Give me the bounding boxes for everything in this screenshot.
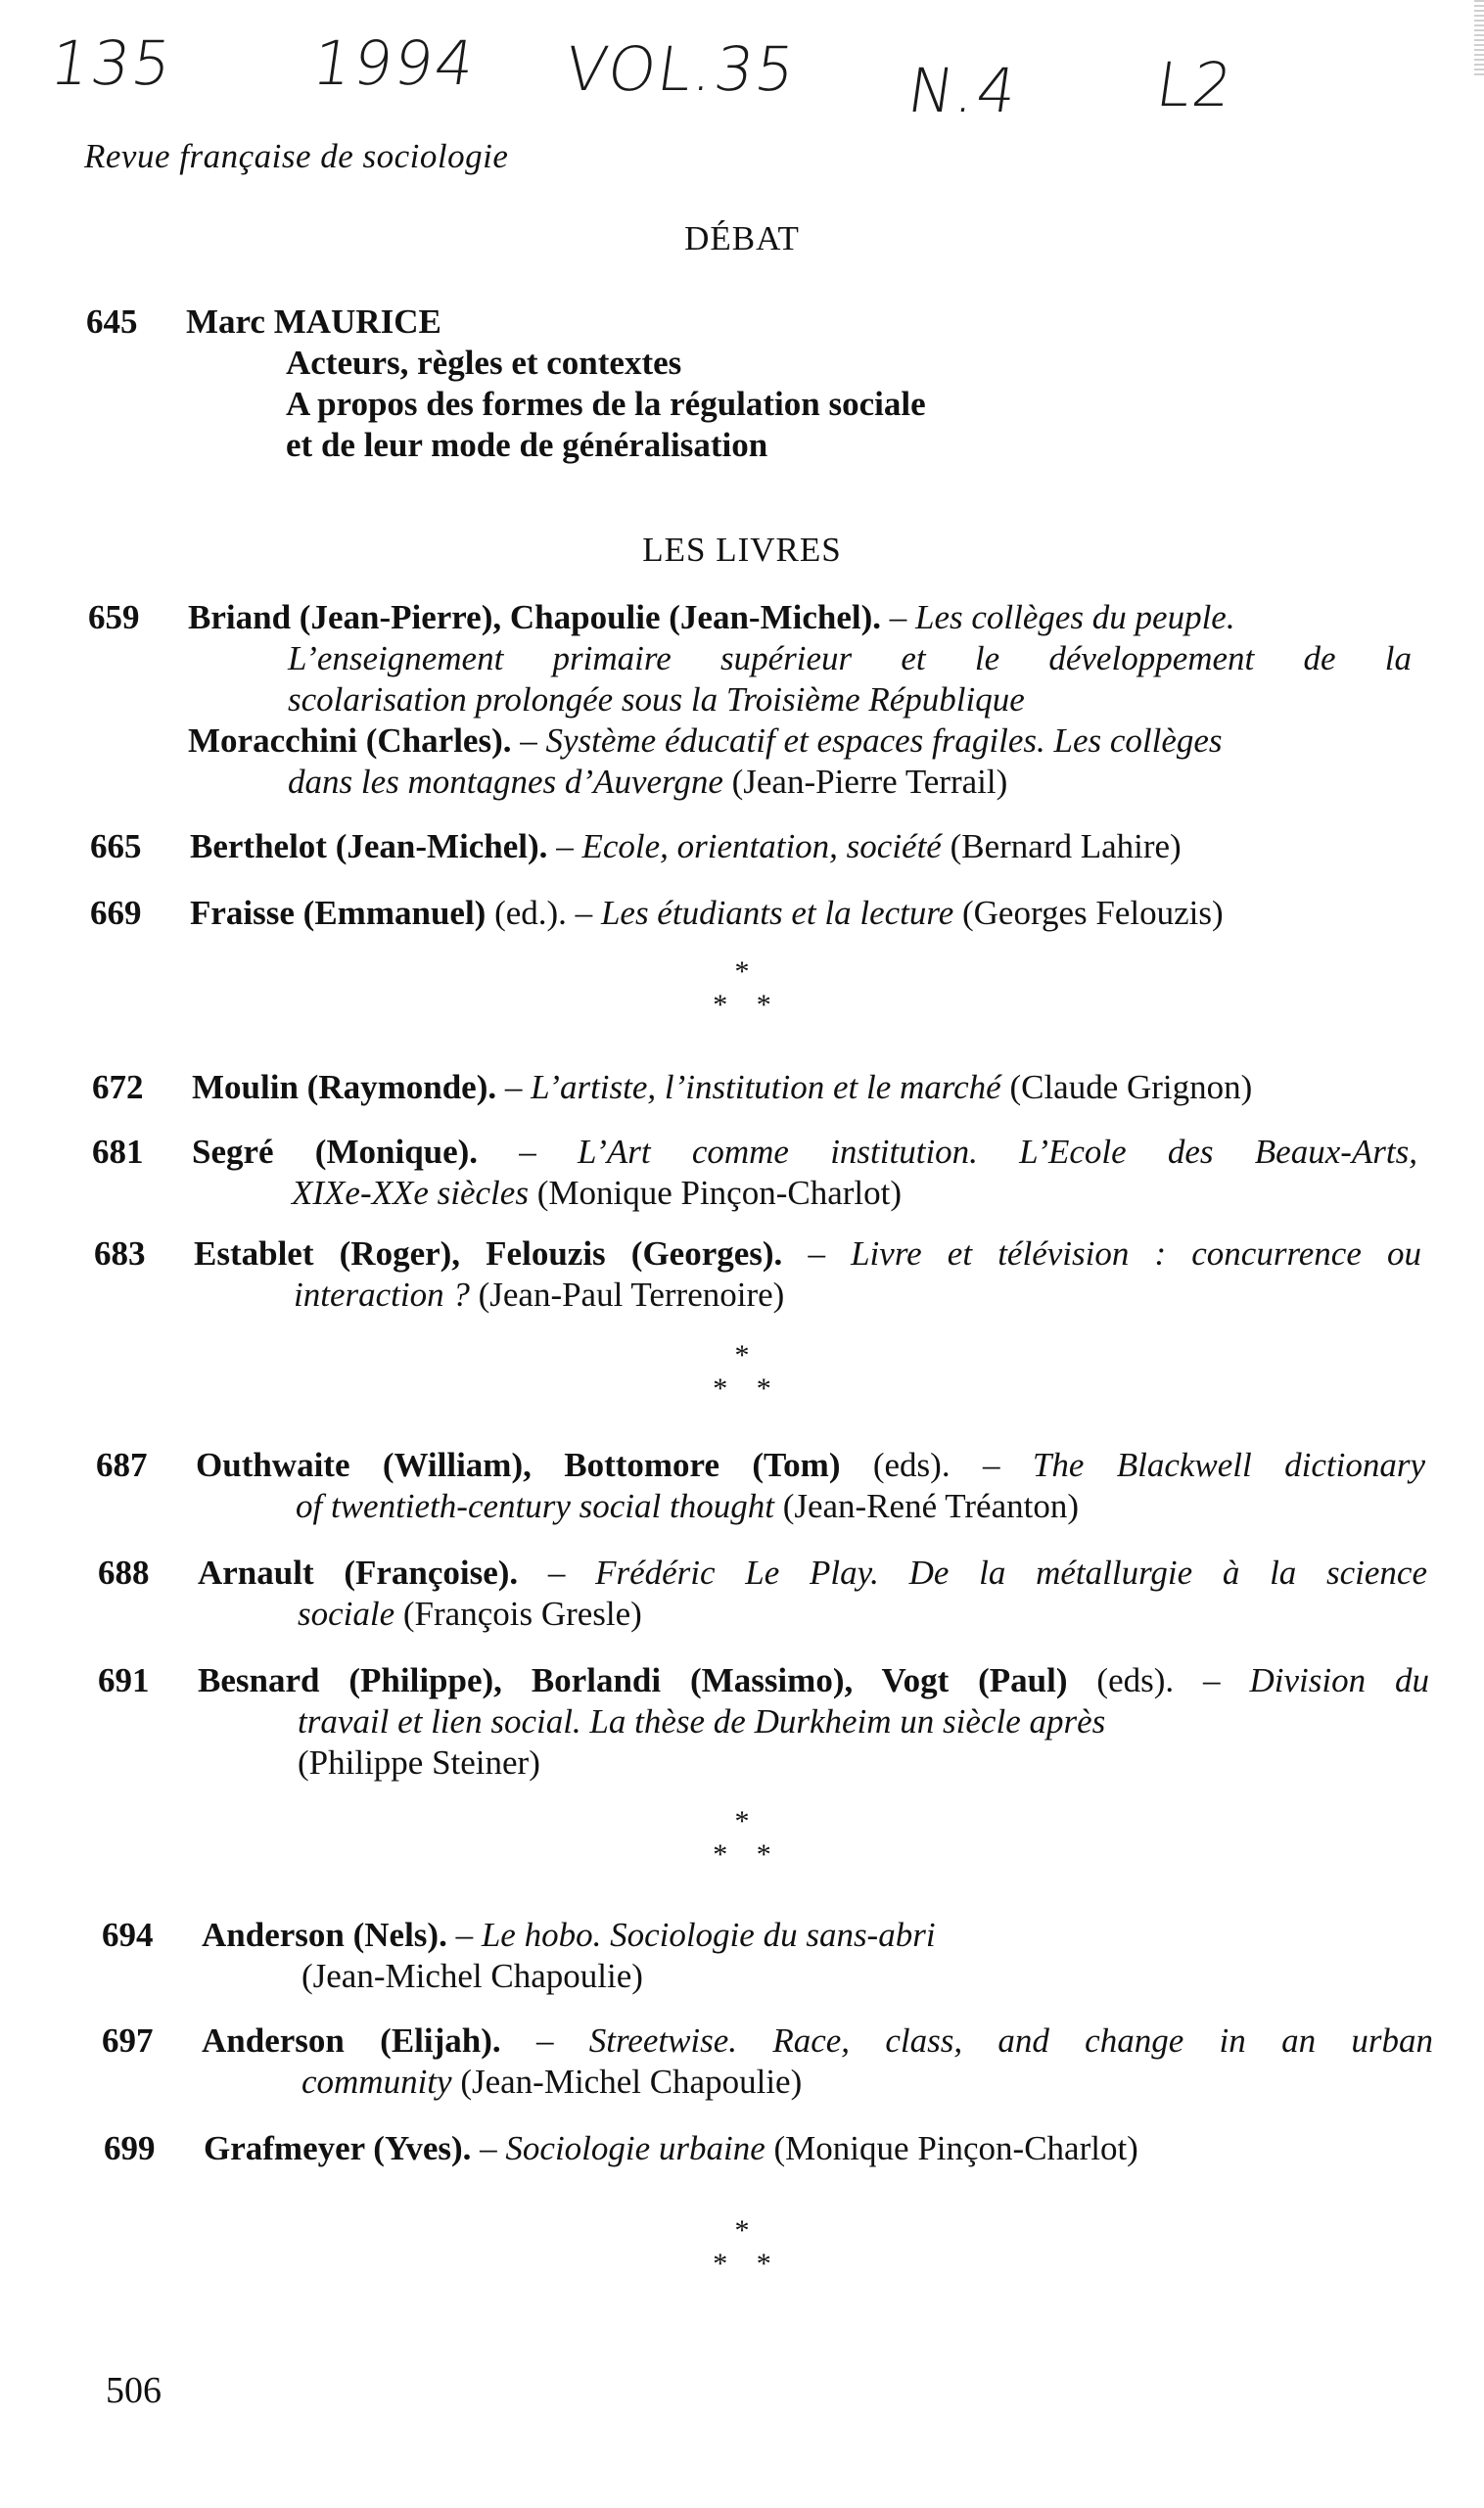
entry-body [188, 597, 1412, 803]
page-number-ref: 687 [96, 1446, 148, 1484]
page-number: 506 [106, 2370, 162, 2411]
entry-title-line: A propos des formes de la régulation sociale [286, 385, 926, 423]
page-number-ref: 681 [92, 1133, 144, 1171]
entry-title: Frédéric Le Play. De la métallurgie à la science [595, 1554, 1427, 1592]
section-heading-livres: LES LIVRES [642, 531, 842, 569]
scan-edge-artifact [1474, 0, 1484, 78]
entry-dash: – [446, 1916, 482, 1954]
entry-author: Establet (Roger), Felouzis (Georges). [194, 1234, 783, 1273]
handwritten-note-135: 135 [45, 27, 178, 99]
page-number-ref: 672 [92, 1068, 144, 1106]
page-number-ref: 697 [102, 2021, 154, 2060]
page-number-ref: 669 [90, 894, 142, 932]
page-number-ref: 645 [86, 302, 138, 341]
journal-title: Revue française de sociologie [84, 137, 509, 175]
entry-title: interaction ? [294, 1276, 470, 1314]
entry-title: Système éducatif et espaces fragiles. Les collèges [545, 721, 1223, 760]
entry-author: Besnard (Philippe), Borlandi (Massimo), Vogt (Paul) [198, 1661, 1068, 1699]
entry-reviewer: (Georges Felouzis) [953, 894, 1224, 932]
entry-author: Fraisse (Emmanuel) [190, 894, 487, 932]
entry-editor-note: (eds). – [840, 1446, 1033, 1484]
section-separator: * * * [713, 1805, 771, 1871]
entry-body [194, 1233, 1421, 1316]
entry-title-line: Acteurs, règles et contextes [286, 344, 682, 382]
entry-title: Le hobo. Sociologie du sans-abri [481, 1916, 936, 1954]
page-number-ref: 691 [98, 1661, 150, 1699]
entry-title: Livre et télévision : concurrence ou [851, 1234, 1422, 1273]
entry-reviewer: (Monique Pinçon-Charlot) [528, 1174, 903, 1212]
entry-body [192, 1067, 1252, 1108]
entry-title: of twentieth-century social thought [296, 1487, 774, 1525]
entry-title-line: et de leur mode de généralisation [286, 426, 768, 464]
section-heading-debat: DÉBAT [684, 219, 800, 257]
entry-editor-note: (eds). – [1067, 1661, 1250, 1699]
entry-author: Briand (Jean-Pierre), Chapoulie (Jean-Michel). [188, 598, 881, 636]
entry-author: Arnault (Françoise). [198, 1554, 519, 1592]
entry-title: L’Art comme institution. L’Ecole des Beaux-Arts, [578, 1133, 1417, 1171]
entry-reviewer: (Monique Pinçon-Charlot) [765, 2129, 1138, 2167]
entry-title: Les collèges du peuple. [915, 598, 1235, 636]
entry-author: Segré (Monique). [192, 1133, 479, 1171]
entry-body [196, 1445, 1425, 1527]
page-number-ref: 699 [104, 2129, 156, 2167]
entry-title: Les étudiants et la lecture [600, 894, 954, 932]
page-number-ref: 665 [90, 827, 142, 865]
entry-dash: – [511, 721, 546, 760]
entry-body [202, 2020, 1433, 2103]
entry-reviewer: (François Gresle) [394, 1595, 642, 1633]
entry-author: Outhwaite (William), Bottomore (Tom) [196, 1446, 841, 1484]
entry-dash: – [518, 1554, 596, 1592]
entry-editor-note: (ed.). – [486, 894, 601, 932]
handwritten-note-1994: 1994 [307, 27, 481, 99]
entry-author: Marc MAURICE [186, 302, 441, 341]
entry-body [192, 1132, 1417, 1214]
entry-title: dans les montagnes d’Auvergne [288, 763, 723, 801]
entry-body [198, 1553, 1427, 1635]
entry-author: Anderson (Nels). [202, 1916, 447, 1954]
entry-title: scolarisation prolongée sous la Troisième République [288, 680, 1025, 719]
section-separator: * * * [713, 955, 771, 1021]
entry-reviewer: (Jean-René Tréanton) [773, 1487, 1079, 1525]
entry-title: XIXe-XXe siècles [292, 1174, 529, 1212]
page-number-ref: 659 [88, 598, 140, 636]
entry-title: community [301, 2063, 452, 2101]
entry-dash: – [500, 2021, 589, 2060]
entry-body [190, 893, 1224, 934]
entry-reviewer: (Jean-Michel Chapoulie) [301, 1957, 643, 1995]
entry-body [202, 1915, 936, 1997]
entry-dash: – [782, 1234, 852, 1273]
entry-body [186, 302, 926, 466]
entry-dash: – [478, 1133, 579, 1171]
entry-reviewer: (Jean-Pierre Terrail) [722, 763, 1008, 801]
page-number-ref: 688 [98, 1554, 150, 1592]
entry-body [190, 826, 1182, 867]
entry-dash: – [547, 827, 582, 865]
handwritten-note-volume: VOL.35 [560, 33, 802, 105]
entry-body [204, 2128, 1138, 2169]
entry-body [198, 1660, 1429, 1784]
entry-title: The Blackwell dictionary [1032, 1446, 1425, 1484]
section-separator: * * * [713, 1339, 771, 1405]
entry-title: Streetwise. Race, class, and change in an urban [588, 2021, 1433, 2060]
entry-dash: – [496, 1068, 532, 1106]
entry-title: Division du [1249, 1661, 1430, 1699]
entry-dash: – [881, 598, 915, 636]
entry-title: travail et lien social. La thèse de Durkheim un siècle après [298, 1702, 1106, 1741]
entry-reviewer: (Claude Grignon) [1000, 1068, 1253, 1106]
entry-title: L’enseignement primaire supérieur et le développement de la [288, 639, 1412, 677]
entry-author: Berthelot (Jean-Michel). [190, 827, 548, 865]
entry-author: Moulin (Raymonde). [192, 1068, 497, 1106]
handwritten-note-number: N.4 [903, 55, 1023, 126]
entry-title: L’artiste, l’institution et le marché [531, 1068, 1001, 1106]
entry-reviewer: (Philippe Steiner) [298, 1743, 540, 1782]
entry-dash: – [471, 2129, 506, 2167]
entry-title: Ecole, orientation, société [581, 827, 942, 865]
handwritten-note-l2: L2 [1151, 49, 1239, 120]
entry-reviewer: (Jean-Michel Chapoulie) [451, 2063, 803, 2101]
page-number-ref: 683 [94, 1234, 146, 1273]
page-number-ref: 694 [102, 1916, 154, 1954]
entry-author: Grafmeyer (Yves). [204, 2129, 472, 2167]
entry-author: Anderson (Elijah). [202, 2021, 501, 2060]
section-separator: * * * [713, 2214, 771, 2280]
entry-reviewer: (Bernard Lahire) [941, 827, 1182, 865]
entry-title: sociale [298, 1595, 395, 1633]
entry-reviewer: (Jean-Paul Terrenoire) [469, 1276, 785, 1314]
entry-author: Moracchini (Charles). [188, 721, 512, 760]
entry-title: Sociologie urbaine [505, 2129, 765, 2167]
